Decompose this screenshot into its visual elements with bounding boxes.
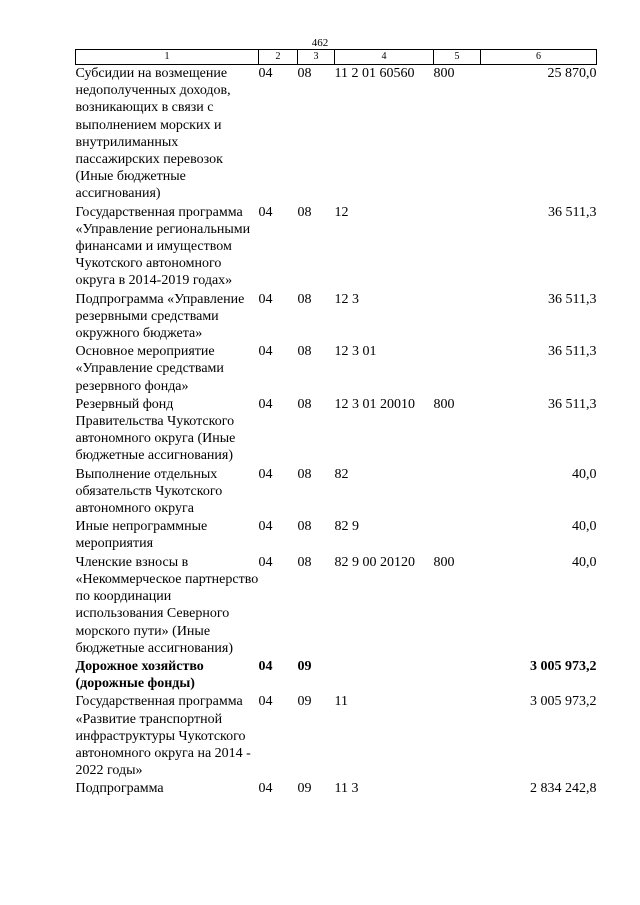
row-section-cell: 04	[258, 291, 273, 307]
row-name-cell: Государственная программа «Развитие транспортной инфраструктуры Чукотского автономного округа на 2014 - 2022 годы»	[75, 694, 251, 779]
row-target-article-cell: 82 9	[334, 519, 359, 535]
row-expense-type-cell: 800	[433, 66, 455, 81]
budget-table	[75, 49, 597, 799]
table-row	[76, 343, 597, 396]
row-amount-cell: 40,0	[572, 554, 597, 570]
row-expense-type-cell	[434, 518, 481, 553]
row-amount-cell: 40,0	[572, 466, 597, 482]
table-row	[76, 693, 597, 780]
column-header-4: 4	[335, 50, 434, 65]
row-target-article-cell	[335, 658, 434, 693]
row-name-cell: Выполнение отдельных обязательств Чукотского автономного округа	[75, 466, 223, 517]
column-header-6: 6	[481, 50, 597, 65]
row-target-article-cell: 11 2 01 60560	[334, 66, 415, 81]
table-row	[76, 658, 597, 693]
row-subsection-cell: 08	[297, 554, 312, 570]
row-name-cell: Членские взносы в «Некоммерческое партнерство по координации использования Северного морского пути» (Иные бюджетные ассигнования)	[75, 554, 259, 656]
row-section-cell: 04	[258, 204, 273, 220]
row-expense-type-cell	[434, 780, 481, 798]
table-body	[76, 65, 597, 799]
row-subsection-cell: 09	[297, 658, 312, 674]
row-amount-cell: 3 005 973,2	[530, 694, 597, 710]
row-target-article-cell: 11 3	[334, 781, 359, 797]
row-amount-cell: 40,0	[572, 519, 597, 535]
row-target-article-cell: 12 3 01	[334, 344, 377, 360]
row-section-cell: 04	[258, 658, 273, 674]
table-row	[76, 396, 597, 466]
row-amount-cell: 36 511,3	[548, 204, 597, 220]
row-target-article-cell: 12 3	[334, 291, 359, 307]
row-amount-cell: 36 511,3	[548, 344, 597, 360]
row-expense-type-cell	[434, 204, 481, 291]
row-section-cell: 04	[258, 344, 273, 360]
row-target-article-cell: 11	[334, 694, 348, 710]
row-expense-type-cell: 800	[433, 396, 455, 412]
row-amount-cell: 2 834 242,8	[530, 781, 597, 797]
row-section-cell: 04	[258, 396, 273, 412]
row-expense-type-cell	[434, 466, 481, 519]
row-subsection-cell: 09	[297, 781, 312, 797]
row-subsection-cell: 08	[297, 204, 312, 220]
page-number: 462	[311, 37, 329, 49]
row-subsection-cell: 09	[297, 694, 312, 710]
row-amount-cell: 36 511,3	[548, 291, 597, 307]
table-header-row	[76, 50, 597, 65]
row-name-cell: Основное мероприятие «Управление средствами резервного фонда»	[75, 344, 224, 394]
row-expense-type-cell	[434, 658, 481, 693]
row-section-cell: 04	[258, 554, 273, 570]
row-section-cell: 04	[258, 466, 273, 482]
row-subsection-cell: 08	[297, 66, 312, 81]
row-amount-cell: 25 870,0	[547, 66, 597, 81]
row-section-cell: 04	[258, 519, 273, 535]
row-name-cell: Иные непрограммные мероприятия	[75, 519, 208, 552]
row-expense-type-cell	[434, 693, 481, 780]
row-name-cell: Дорожное хозяйство (дорожные фонды)	[75, 658, 204, 692]
row-target-article-cell: 82	[334, 466, 349, 482]
row-target-article-cell: 82 9 00 20120	[334, 554, 415, 570]
row-section-cell: 04	[258, 781, 273, 797]
table-row	[76, 204, 597, 291]
table-row	[76, 291, 597, 344]
row-name-cell: Государственная программа «Управление региональными финансами и имуществом Чукотского автономного округа в 2014-2019 годах»	[75, 204, 251, 289]
row-expense-type-cell: 800	[433, 554, 455, 570]
row-target-article-cell: 12 3 01 20010	[334, 396, 415, 412]
table-row	[76, 780, 597, 798]
row-name-cell: Субсидии на возмещение недополученных доходов, возникающих в связи с выполнением морских и внутрилиманных пассажирских перевозок (Иные бюджетные ассигнования)	[75, 66, 231, 202]
column-header-3: 3	[298, 50, 335, 65]
row-subsection-cell: 08	[297, 344, 312, 360]
row-subsection-cell: 08	[297, 291, 312, 307]
table-row	[76, 554, 597, 658]
row-name-cell: Подпрограмма	[75, 781, 164, 797]
row-expense-type-cell	[434, 343, 481, 396]
row-name-cell: Резервный фонд Правительства Чукотского автономного округа (Иные бюджетные ассигнования)	[75, 396, 236, 464]
row-subsection-cell: 08	[297, 466, 312, 482]
row-section-cell: 04	[258, 66, 273, 81]
row-subsection-cell: 08	[297, 519, 312, 535]
table-row	[76, 65, 597, 204]
table-row	[76, 466, 597, 519]
column-header-5: 5	[434, 50, 481, 65]
row-target-article-cell: 12	[334, 204, 349, 220]
row-name-cell: Подпрограмма «Управление резервными средствами окружного бюджета»	[75, 291, 245, 342]
row-subsection-cell: 08	[297, 396, 312, 412]
column-header-2: 2	[259, 50, 298, 65]
table-row	[76, 518, 597, 553]
row-section-cell: 04	[258, 694, 273, 710]
row-amount-cell: 36 511,3	[548, 396, 597, 412]
row-amount-cell: 3 005 973,2	[530, 658, 597, 674]
row-expense-type-cell	[434, 291, 481, 344]
column-header-1: 1	[76, 50, 259, 65]
